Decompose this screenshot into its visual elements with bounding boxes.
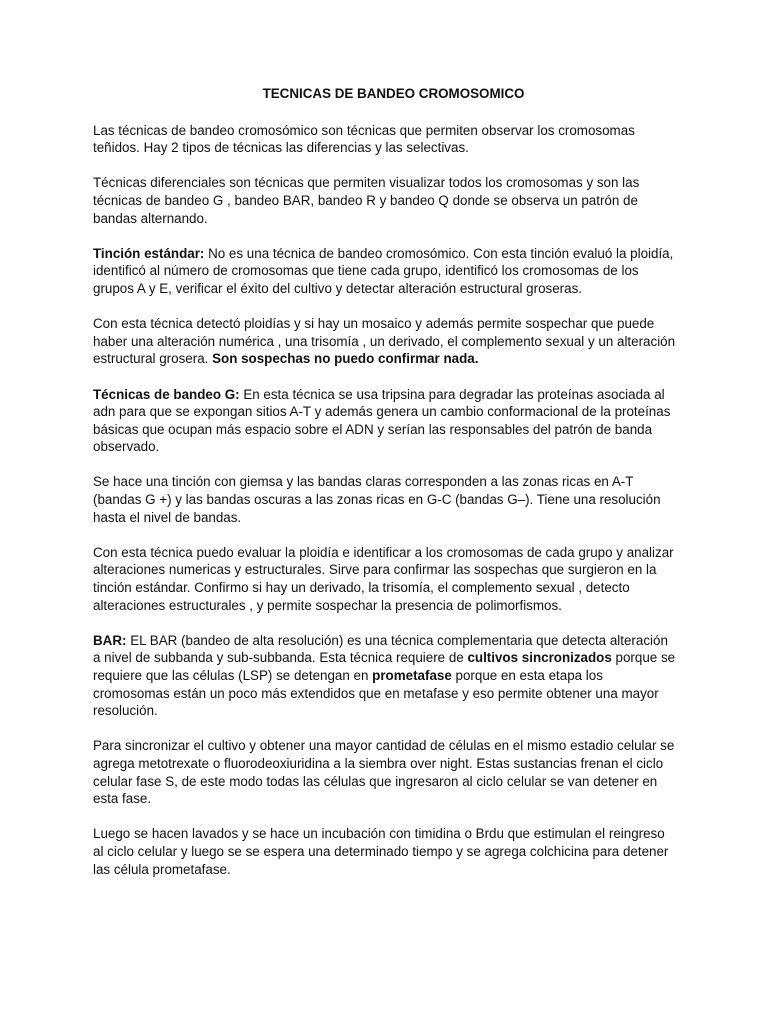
bar-text-2: porque se requiere que las células (LSP) se detengan en bbox=[93, 650, 676, 683]
g-banding-text: En esta técnica se usa tripsina para degradar las proteínas asociada al adn para que se expongan sitios A-T y además genera un cambio conformacional de la proteínas básicas que ocupan más espacio sobre el ADN y serían las responsables del patrón de banda observado. bbox=[93, 386, 671, 455]
standard-staining-heading: Tinción estándar: bbox=[93, 245, 205, 261]
paragraph-washing-incubation: Luego se hacen lavados y se hace un incubación con timidina o Brdu que estimulan el reingreso al ciclo celular y luego se se espera una determinado tiempo y se agrega colchicina para detener las célula prometafase. bbox=[93, 826, 669, 877]
detection-text: Con esta técnica detectó ploidías y si hay un mosaico y además permite sospechar que puede haber una alteración numérica , una trisomía , un derivado, el complemento sexual y un alteración estructural grosera. bbox=[93, 316, 676, 367]
standard-staining-text: No es una técnica de bandeo cromosómico. Con esta tinción evaluó la ploidía, identificó al número de cromosomas que tiene cada grupo, identificó los cromosomas de los grupos A y E, verificar el éxito del cultivo y detectar alteración estructural groseras. bbox=[93, 245, 674, 296]
bar-heading: BAR: bbox=[93, 632, 127, 648]
document-title: TECNICAS DE BANDEO CROMOSOMICO bbox=[262, 86, 525, 101]
paragraph-giemsa-staining: Se hace una tinción con giemsa y las bandas claras corresponden a las zonas ricas en A-T (bandas G +) y las bandas oscuras a las zonas ricas en G-C (bandas G–). Tiene una resolución hasta el nivel de bandas. bbox=[93, 474, 661, 525]
g-banding-heading: Técnicas de bandeo G: bbox=[93, 386, 240, 402]
paragraph-synchronization: Para sincronizar el cultivo y obtener una mayor cantidad de células en el mismo estadio celular se agrega metotrexate o fluorodeoxiuridina a la siembra over night. Estas sustancias frenan el ciclo celular fase S, de este modo todas las células que ingresaron al ciclo celular se van detener en esta fase. bbox=[93, 738, 675, 807]
paragraph-standard-staining-detection bbox=[93, 315, 678, 368]
bar-text-3: porque en esta etapa los cromosomas están un poco más extendidos que en metafase y eso permite obtener una mayor resolución. bbox=[93, 668, 659, 719]
paragraph-differential-techniques: Técnicas diferenciales son técnicas que permiten visualizar todos los cromosomas y son las técnicas de bandeo G , bandeo BAR, bandeo R y bandeo Q donde se observa un patrón de bandas alternando. bbox=[93, 175, 640, 226]
paragraph-g-banding bbox=[93, 386, 678, 456]
paragraph-g-banding-evaluation: Con esta técnica puedo evaluar la ploidía e identificar a los cromosomas de cada grupo y analizar alteraciones numericas y estructurales. Sirve para confirmar las sospechas que surgieron en la tinción estándar. Confirmo si hay un derivado, la trisomía, el complemento sexual , detecto alteraciones estructurales , y permite sospechar la presencia de polimorfismos. bbox=[93, 544, 674, 613]
bar-bold-2: prometafase bbox=[372, 668, 452, 683]
bar-text-1: EL BAR (bandeo de alta resolución) es una técnica complementaria que detecta alteración a nivel de subbanda y sub-subbanda. Esta técnica requiere de bbox=[93, 632, 668, 666]
bar-bold-1: cultivos sincronizados bbox=[467, 650, 612, 666]
detection-bold-note: Son sospechas no puedo confirmar nada. bbox=[212, 351, 479, 367]
paragraph-bar bbox=[93, 632, 678, 720]
paragraph-standard-staining bbox=[93, 245, 678, 298]
document-page bbox=[93, 85, 678, 896]
paragraph-intro: Las técnicas de bandeo cromosómico son técnicas que permiten observar los cromosomas teñidos. Hay 2 tipos de técnicas las diferencias y las selectivas. bbox=[93, 122, 635, 156]
